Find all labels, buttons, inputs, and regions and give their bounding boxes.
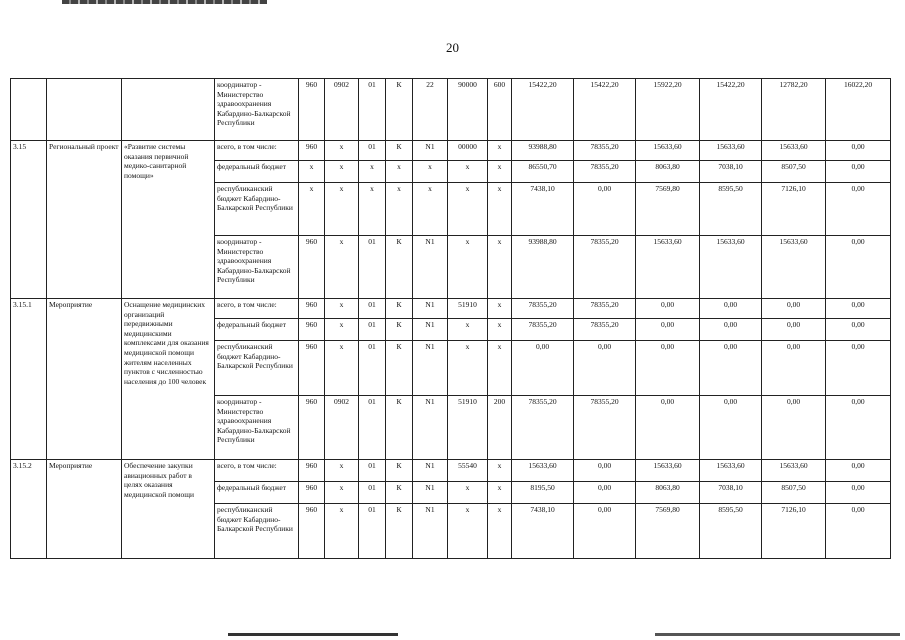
cell-c3: N1 (413, 299, 448, 319)
cell-no: 3.15 (11, 141, 47, 299)
cell-v4: 7038,10 (700, 161, 762, 183)
cell-source: республиканский бюджет Кабардино-Балкарской Республики (215, 183, 299, 236)
cell-vr: х (488, 319, 512, 341)
cell-vr: х (488, 141, 512, 161)
bottom-scan-artifact (228, 633, 398, 636)
cell-rz: х (325, 341, 359, 396)
cell-c1: 01 (359, 504, 386, 559)
cell-v1: 7438,10 (512, 183, 574, 236)
cell-v2: 0,00 (574, 183, 636, 236)
cell-no: 3.15.1 (11, 299, 47, 460)
cell-v5: 7126,10 (762, 183, 826, 236)
cell-v5: 0,00 (762, 319, 826, 341)
cell-c3: N1 (413, 482, 448, 504)
cell-name (122, 79, 215, 141)
cell-v2: 78355,20 (574, 236, 636, 299)
cell-c3: N1 (413, 460, 448, 482)
cell-vr: х (488, 236, 512, 299)
cell-grbs: 960 (299, 482, 325, 504)
cell-v5: 0,00 (762, 341, 826, 396)
cell-grbs: 960 (299, 504, 325, 559)
cell-no (11, 79, 47, 141)
cell-vr: 600 (488, 79, 512, 141)
cell-c2: К (386, 460, 413, 482)
cell-c1: 01 (359, 319, 386, 341)
cell-v6: 0,00 (826, 460, 891, 482)
budget-table (10, 78, 891, 559)
cell-grbs: 960 (299, 460, 325, 482)
cell-c4: х (448, 161, 488, 183)
cell-name: «Развитие системы оказания первичной медико-санитарной помощи» (122, 141, 215, 299)
cell-grbs: 960 (299, 236, 325, 299)
cell-name: Обеспечение закупки авиационных работ в целях оказания медицинской помощи (122, 460, 215, 559)
cell-v6: 0,00 (826, 183, 891, 236)
cell-v4: 15633,60 (700, 236, 762, 299)
cell-v1: 15633,60 (512, 460, 574, 482)
cell-c4: 90000 (448, 79, 488, 141)
cell-c2: х (386, 183, 413, 236)
cell-v1: 15422,20 (512, 79, 574, 141)
cell-vr: х (488, 183, 512, 236)
cell-v4: 8595,50 (700, 183, 762, 236)
cell-grbs: 960 (299, 299, 325, 319)
cell-c1: 01 (359, 299, 386, 319)
cell-v4: 7038,10 (700, 482, 762, 504)
cell-rz: х (325, 236, 359, 299)
cell-c2: К (386, 396, 413, 460)
cell-rz: х (325, 161, 359, 183)
cell-rz: х (325, 299, 359, 319)
cell-v1: 93988,80 (512, 141, 574, 161)
cell-v2: 0,00 (574, 482, 636, 504)
cell-kind: Региональный проект (47, 141, 122, 299)
cell-v4: 0,00 (700, 396, 762, 460)
cell-c4: х (448, 482, 488, 504)
cell-source: федеральный бюджет (215, 482, 299, 504)
cell-vr: 200 (488, 396, 512, 460)
cell-v6: 0,00 (826, 396, 891, 460)
cell-source: координатор - Министерство здравоохранения Кабардино-Балкарской Республики (215, 236, 299, 299)
cell-c2: К (386, 319, 413, 341)
cell-grbs: 960 (299, 79, 325, 141)
cell-v6: 0,00 (826, 319, 891, 341)
cell-vr: х (488, 161, 512, 183)
cell-source: республиканский бюджет Кабардино-Балкарской Республики (215, 341, 299, 396)
cell-c4: х (448, 504, 488, 559)
cell-c2: К (386, 236, 413, 299)
cell-source: всего, в том числе: (215, 460, 299, 482)
cell-vr: х (488, 299, 512, 319)
cell-v6: 0,00 (826, 482, 891, 504)
cell-v3: 0,00 (636, 299, 700, 319)
cell-grbs: х (299, 183, 325, 236)
cell-v6: 0,00 (826, 504, 891, 559)
cell-v5: 15633,60 (762, 460, 826, 482)
cell-grbs: 960 (299, 141, 325, 161)
cell-c1: 01 (359, 482, 386, 504)
cell-v6: 16022,20 (826, 79, 891, 141)
cell-source: всего, в том числе: (215, 141, 299, 161)
cell-c2: К (386, 79, 413, 141)
cell-v5: 15633,60 (762, 236, 826, 299)
cell-c4: х (448, 341, 488, 396)
cell-v1: 7438,10 (512, 504, 574, 559)
cell-c3: N1 (413, 341, 448, 396)
cell-rz: х (325, 141, 359, 161)
cell-v5: 15633,60 (762, 141, 826, 161)
cell-v5: 8507,50 (762, 482, 826, 504)
cell-source: республиканский бюджет Кабардино-Балкарской Республики (215, 504, 299, 559)
cell-v2: 0,00 (574, 504, 636, 559)
cell-c1: 01 (359, 79, 386, 141)
cell-rz: х (325, 482, 359, 504)
cell-c3: N1 (413, 141, 448, 161)
cell-grbs: 960 (299, 341, 325, 396)
cell-c1: 01 (359, 396, 386, 460)
cell-v1: 93988,80 (512, 236, 574, 299)
cell-c4: х (448, 319, 488, 341)
cell-v1: 78355,20 (512, 319, 574, 341)
page-number: 20 (446, 40, 459, 55)
cell-v4: 8595,50 (700, 504, 762, 559)
top-scan-artifact (62, 0, 267, 4)
cell-v3: 15633,60 (636, 460, 700, 482)
cell-c3: 22 (413, 79, 448, 141)
cell-rz: х (325, 183, 359, 236)
cell-c3: N1 (413, 319, 448, 341)
cell-v2: 0,00 (574, 341, 636, 396)
table-row (11, 299, 891, 319)
cell-rz: х (325, 319, 359, 341)
cell-v6: 0,00 (826, 161, 891, 183)
cell-kind: Мероприятие (47, 299, 122, 460)
cell-c2: К (386, 341, 413, 396)
cell-v4: 0,00 (700, 299, 762, 319)
cell-c4: х (448, 236, 488, 299)
cell-v5: 12782,20 (762, 79, 826, 141)
cell-c1: х (359, 183, 386, 236)
cell-c4: х (448, 183, 488, 236)
cell-v3: 0,00 (636, 319, 700, 341)
cell-v1: 78355,20 (512, 299, 574, 319)
cell-v5: 8507,50 (762, 161, 826, 183)
cell-c3: N1 (413, 396, 448, 460)
cell-v1: 86550,70 (512, 161, 574, 183)
cell-vr: х (488, 341, 512, 396)
cell-c2: К (386, 141, 413, 161)
cell-v5: 0,00 (762, 396, 826, 460)
cell-v4: 15422,20 (700, 79, 762, 141)
cell-c4: 55540 (448, 460, 488, 482)
table-row (11, 79, 891, 141)
cell-rz: 0902 (325, 79, 359, 141)
cell-v3: 7569,80 (636, 183, 700, 236)
cell-v1: 8195,50 (512, 482, 574, 504)
cell-v3: 0,00 (636, 341, 700, 396)
cell-vr: х (488, 482, 512, 504)
cell-source: федеральный бюджет (215, 319, 299, 341)
cell-c2: К (386, 299, 413, 319)
cell-rz: 0902 (325, 396, 359, 460)
cell-v2: 15422,20 (574, 79, 636, 141)
cell-v3: 8063,80 (636, 482, 700, 504)
table-row (11, 460, 891, 482)
cell-v1: 0,00 (512, 341, 574, 396)
cell-v3: 15633,60 (636, 141, 700, 161)
cell-v6: 0,00 (826, 141, 891, 161)
cell-v3: 0,00 (636, 396, 700, 460)
cell-v6: 0,00 (826, 236, 891, 299)
cell-c3: N1 (413, 236, 448, 299)
cell-v4: 15633,60 (700, 460, 762, 482)
cell-kind: Мероприятие (47, 460, 122, 559)
cell-v4: 15633,60 (700, 141, 762, 161)
cell-v5: 0,00 (762, 299, 826, 319)
bottom-scan-artifact (655, 633, 900, 636)
cell-vr: х (488, 460, 512, 482)
cell-v3: 7569,80 (636, 504, 700, 559)
cell-kind (47, 79, 122, 141)
cell-v2: 78355,20 (574, 161, 636, 183)
cell-v3: 15633,60 (636, 236, 700, 299)
cell-v1: 78355,20 (512, 396, 574, 460)
cell-c4: 51910 (448, 396, 488, 460)
cell-name: Оснащение медицинских организаций передвижными медицинскими комплексами для оказания медицинской помощи жителям населенных пунктов с численностью населения до 100 человек (122, 299, 215, 460)
cell-rz: х (325, 460, 359, 482)
cell-v6: 0,00 (826, 341, 891, 396)
cell-v2: 78355,20 (574, 141, 636, 161)
cell-c3: х (413, 161, 448, 183)
cell-c4: 00000 (448, 141, 488, 161)
cell-v2: 78355,20 (574, 299, 636, 319)
cell-c1: х (359, 161, 386, 183)
cell-v2: 78355,20 (574, 319, 636, 341)
cell-v2: 0,00 (574, 460, 636, 482)
cell-c2: К (386, 504, 413, 559)
cell-c1: 01 (359, 141, 386, 161)
cell-v5: 7126,10 (762, 504, 826, 559)
cell-c1: 01 (359, 236, 386, 299)
cell-grbs: х (299, 161, 325, 183)
cell-v3: 8063,80 (636, 161, 700, 183)
cell-v4: 0,00 (700, 341, 762, 396)
cell-v2: 78355,20 (574, 396, 636, 460)
table-row (11, 141, 891, 161)
cell-source: всего, в том числе: (215, 299, 299, 319)
cell-c2: х (386, 161, 413, 183)
cell-rz: х (325, 504, 359, 559)
cell-vr: х (488, 504, 512, 559)
cell-grbs: 960 (299, 319, 325, 341)
cell-source: координатор - Министерство здравоохранения Кабардино-Балкарской Республики (215, 396, 299, 460)
cell-c2: К (386, 482, 413, 504)
cell-v4: 0,00 (700, 319, 762, 341)
cell-c3: х (413, 183, 448, 236)
cell-no: 3.15.2 (11, 460, 47, 559)
cell-c3: N1 (413, 504, 448, 559)
cell-grbs: 960 (299, 396, 325, 460)
cell-source: координатор - Министерство здравоохранения Кабардино-Балкарской Республики (215, 79, 299, 141)
cell-source: федеральный бюджет (215, 161, 299, 183)
cell-c4: 51910 (448, 299, 488, 319)
cell-c1: 01 (359, 341, 386, 396)
cell-v6: 0,00 (826, 299, 891, 319)
cell-v3: 15922,20 (636, 79, 700, 141)
cell-c1: 01 (359, 460, 386, 482)
